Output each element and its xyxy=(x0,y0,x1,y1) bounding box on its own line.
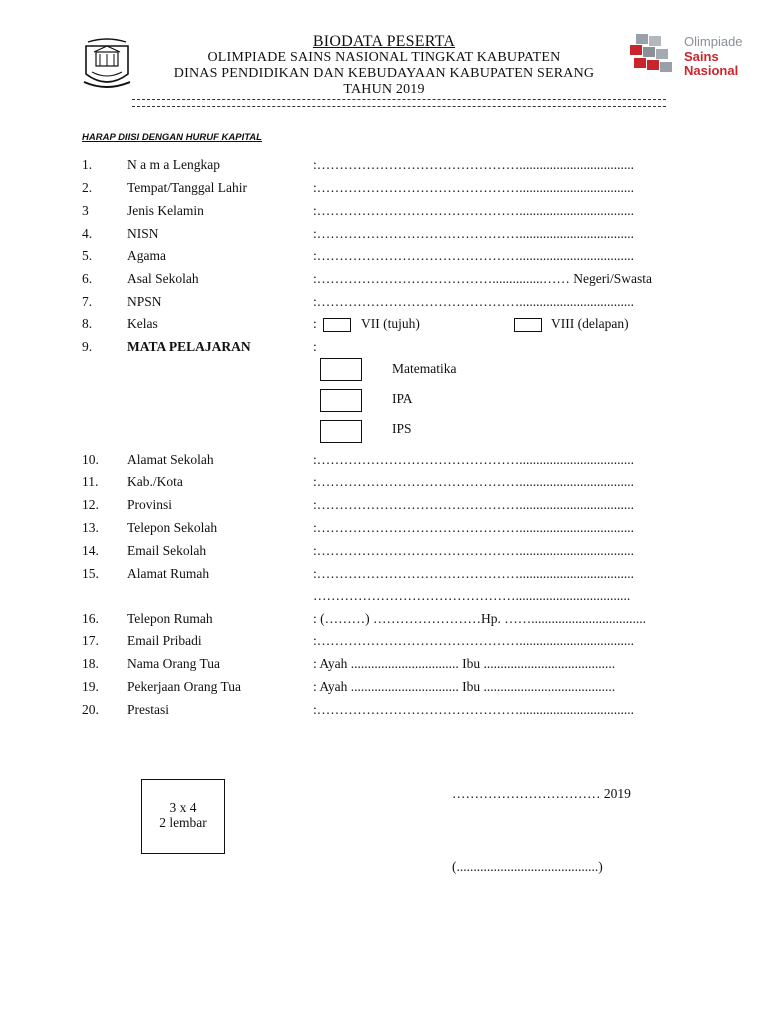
field-label: Alamat Sekolah xyxy=(127,452,214,467)
logo-text-line-2: Sains xyxy=(684,49,719,64)
field-label: Tempat/Tanggal Lahir xyxy=(127,180,247,195)
field-label: Telepon Rumah xyxy=(127,611,213,626)
form-row-alamat-sekolah xyxy=(0,451,768,469)
field-input-line[interactable]: :……………………………………….................................. xyxy=(313,497,635,512)
field-label: Agama xyxy=(127,248,166,263)
signature-line[interactable]: (..........................................) xyxy=(452,859,603,874)
field-input-line[interactable]: :……………………………………….................................. xyxy=(313,180,635,195)
field-colon: : xyxy=(313,339,317,354)
field-number: 17. xyxy=(82,633,99,648)
field-input-line[interactable]: :……………………………………….................................. xyxy=(313,474,635,489)
kelas-vii-label: VII (tujuh) xyxy=(361,316,420,331)
field-input-line[interactable]: :……………………………………….................................. xyxy=(313,543,635,558)
form-row-email-pribadi xyxy=(0,632,768,650)
field-label: Email Sekolah xyxy=(127,543,207,558)
form-row-nisn xyxy=(0,225,768,243)
form-row-asal-sekolah xyxy=(0,270,768,288)
field-label: Asal Sekolah xyxy=(127,271,199,286)
ips-checkbox[interactable] xyxy=(320,420,362,443)
field-colon: : xyxy=(313,316,317,331)
field-number: 16. xyxy=(82,611,99,626)
logo-text-line-1: Olimpiade xyxy=(684,34,743,49)
field-number: 18. xyxy=(82,656,99,671)
form-row-telepon-rumah xyxy=(0,610,768,628)
ips-label: IPS xyxy=(392,421,412,436)
field-label: Prestasi xyxy=(127,702,169,717)
field-number: 9. xyxy=(82,339,93,354)
field-input-line[interactable]: :……………………………………….................................. xyxy=(313,452,635,467)
page-title: BIODATA PESERTA xyxy=(312,33,456,50)
field-number: 4. xyxy=(82,226,93,241)
form-row-email-sekolah xyxy=(0,542,768,560)
field-input-line[interactable]: :……………………………………….................................. xyxy=(313,248,635,263)
field-input-line[interactable]: :……………………………………….................................. xyxy=(313,520,635,535)
field-label: NISN xyxy=(127,226,159,241)
photo-size-label: 3 x 4 xyxy=(169,800,197,815)
form-row-kelas xyxy=(0,315,768,333)
photo-placeholder xyxy=(141,779,225,854)
field-number: 7. xyxy=(82,294,93,309)
matematika-checkbox[interactable] xyxy=(320,358,362,381)
field-label: Kab./Kota xyxy=(127,474,183,489)
form-row-npsn xyxy=(0,293,768,311)
field-number: 20. xyxy=(82,702,99,717)
field-number: 15. xyxy=(82,566,99,581)
field-number: 2. xyxy=(82,180,93,195)
form-row-telepon-sekolah xyxy=(0,519,768,537)
field-label: NPSN xyxy=(127,294,162,309)
header-line-2: DINAS PENDIDIKAN DAN KEBUDAYAAN KABUPATEN SERANG xyxy=(173,66,595,81)
field-input-line[interactable]: : Ayah ................................ Ibu ....................................... xyxy=(313,679,616,694)
form-row-agama xyxy=(0,247,768,265)
field-input-line[interactable]: :……………………………………….................................. xyxy=(313,294,635,309)
field-number: 13. xyxy=(82,520,99,535)
field-number: 1. xyxy=(82,157,93,172)
field-input-line[interactable]: :……………………………………….................................. xyxy=(313,633,635,648)
field-input-line[interactable]: :……………………………………….................................. xyxy=(313,203,635,218)
form-row-kab-kota xyxy=(0,473,768,491)
field-number: 11. xyxy=(82,474,99,489)
field-number: 19. xyxy=(82,679,99,694)
field-label: Email Pribadi xyxy=(127,633,202,648)
field-number: 5. xyxy=(82,248,93,263)
instruction-text: HARAP DIISI DENGAN HURUF KAPITAL xyxy=(82,132,262,143)
field-input-line[interactable]: :……………………………………….................................. xyxy=(313,226,635,241)
date-line[interactable]: …………………………… 2019 xyxy=(452,786,631,801)
field-input-line[interactable]: :……………………………………….................................. xyxy=(313,566,635,581)
form-row-pekerjaan-orang-tua xyxy=(0,678,768,696)
field-label: Jenis Kelamin xyxy=(127,203,204,218)
field-label: Telepon Sekolah xyxy=(127,520,218,535)
form-row-alamat-rumah-cont xyxy=(0,587,768,605)
olimpiade-sains-nasional-logo xyxy=(626,32,758,78)
field-number: 8. xyxy=(82,316,93,331)
field-label: Provinsi xyxy=(127,497,173,512)
matematika-label: Matematika xyxy=(392,361,457,376)
field-label: MATA PELAJARAN xyxy=(127,339,251,354)
form-row-nama-orang-tua xyxy=(0,655,768,673)
field-input-line[interactable]: ……………………………………….................................. xyxy=(313,588,631,603)
kelas-vii-checkbox[interactable] xyxy=(323,318,351,332)
form-row-jenis-kelamin xyxy=(0,202,768,220)
field-number: 12. xyxy=(82,497,99,512)
logo-text-line-3: Nasional xyxy=(684,63,739,78)
field-number: 6. xyxy=(82,271,93,286)
field-label: Alamat Rumah xyxy=(127,566,210,581)
form-row-ttl xyxy=(0,179,768,197)
field-input-line[interactable]: : Ayah ................................ Ibu ....................................... xyxy=(313,656,616,671)
field-input-line[interactable]: : (………) ……………………Hp. …….................................. xyxy=(313,611,646,626)
ipa-checkbox[interactable] xyxy=(320,389,362,412)
form-row-provinsi xyxy=(0,496,768,514)
header-line-3: TAHUN 2019 xyxy=(343,82,425,97)
field-number: 14. xyxy=(82,543,99,558)
form-row-prestasi xyxy=(0,701,768,719)
header-divider xyxy=(132,99,666,107)
field-number: 3 xyxy=(82,203,89,218)
field-label: N a m a Lengkap xyxy=(127,157,220,172)
ipa-label: IPA xyxy=(392,391,413,406)
header-line-1: OLIMPIADE SAINS NASIONAL TINGKAT KABUPATEN xyxy=(207,50,561,65)
field-number: 10. xyxy=(82,452,99,467)
form-row-mata-pelajaran xyxy=(0,338,768,356)
photo-count-label: 2 lembar xyxy=(159,815,207,830)
field-input-line[interactable]: :…………………………………...............…… Negeri/Swasta xyxy=(313,271,652,286)
form-row-alamat-rumah xyxy=(0,565,768,583)
form-row-nama xyxy=(0,156,768,174)
field-label: Pekerjaan Orang Tua xyxy=(127,679,241,694)
field-input-line[interactable]: :……………………………………….................................. xyxy=(313,157,635,172)
field-label: Nama Orang Tua xyxy=(127,656,220,671)
field-input-line[interactable]: :……………………………………….................................. xyxy=(313,702,635,717)
kelas-viii-checkbox[interactable] xyxy=(514,318,542,332)
kelas-viii-label: VIII (delapan) xyxy=(551,316,629,331)
field-label: Kelas xyxy=(127,316,158,331)
